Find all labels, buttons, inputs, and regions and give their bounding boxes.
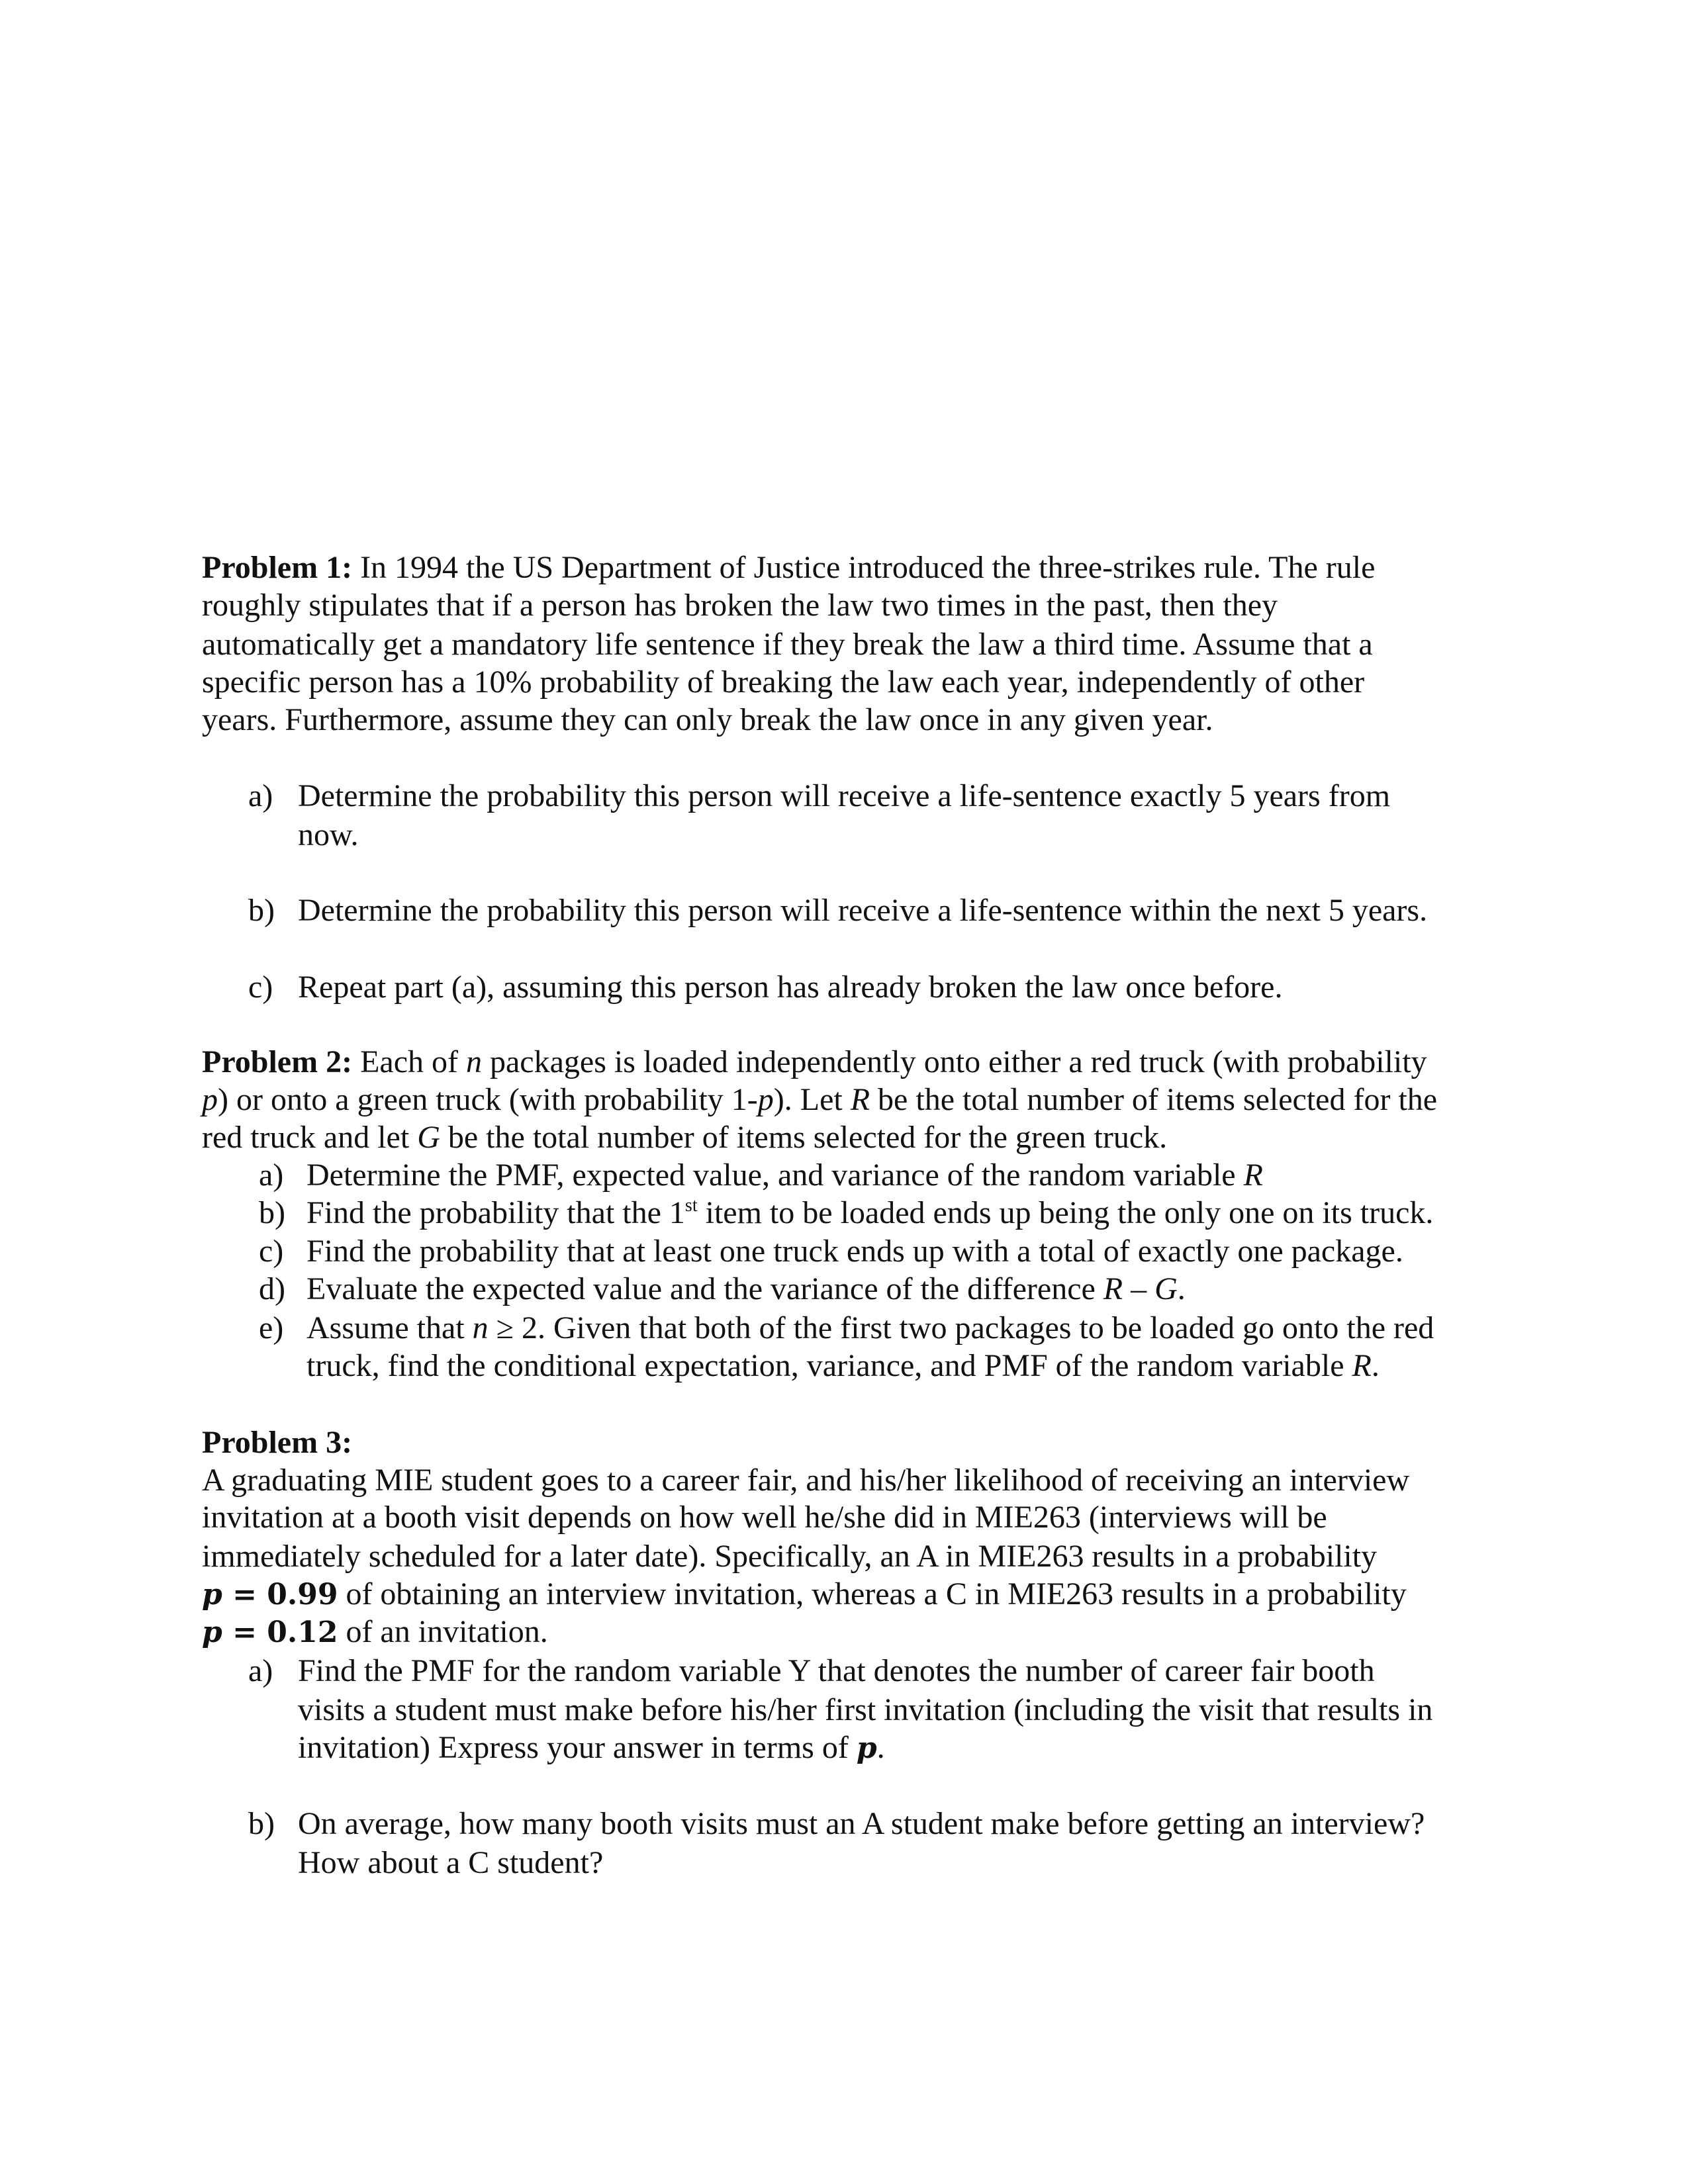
text-run: . [1177, 1271, 1186, 1306]
text-run: R [1103, 1271, 1123, 1306]
problem-2-part-line [306, 1269, 1186, 1309]
text-run: R [1352, 1348, 1372, 1383]
text-run: In 1994 the US Department of Justice introduced the three-strikes rule. The rule [352, 550, 1376, 585]
part-label: c) [259, 1234, 284, 1269]
part-label: a) [259, 1158, 284, 1193]
problem-2-part-line [306, 1232, 1403, 1271]
part-label: e) [259, 1310, 284, 1345]
part-label: a) [248, 1653, 273, 1688]
text-run: Determine the probability this person will receive a life-sentence within the next 5 years. [298, 893, 1428, 928]
text-run: red truck and let [202, 1120, 418, 1155]
text-run: R [1243, 1158, 1263, 1193]
problem-3-text-line [202, 1612, 548, 1652]
text-run: roughly stipulates that if a person has broken the law two times in the past, then they [202, 588, 1278, 623]
part-label: b) [248, 893, 275, 928]
text-run: = 0.12 [222, 1615, 338, 1649]
problem-1-text-line [202, 548, 1375, 588]
text-run: p [202, 1082, 218, 1117]
text-run: invitation at a booth visit depends on how well he/she did in MIE263 (interviews will be [202, 1500, 1327, 1535]
text-run: G [1154, 1271, 1178, 1306]
problem-2-part-line [306, 1346, 1380, 1386]
text-run: packages is loaded independently onto either a red truck (with probability [481, 1044, 1427, 1079]
text-run: n [465, 1044, 482, 1079]
problem-1-part-line [298, 968, 1282, 1007]
problem-3-text-line [202, 1423, 352, 1463]
text-run: Evaluate the expected value and the variance of the difference [306, 1271, 1103, 1306]
problem-2-part-line [306, 1193, 1433, 1233]
text-run: now. [298, 817, 359, 852]
problem-2-part-line [306, 1308, 1434, 1348]
text-run: Find the PMF for the random variable Y that denotes the number of career fair booth [298, 1653, 1375, 1688]
text-run: automatically get a mandatory life sentence if they break the law a third time. Assume that a [202, 627, 1373, 662]
text-run: of obtaining an interview invitation, whereas a C in MIE263 results in a probability [338, 1576, 1407, 1612]
problem-heading: Problem 2: [202, 1044, 353, 1079]
text-run: visits a student must make before his/her first invitation (including the visit that results in [298, 1692, 1433, 1727]
text-run: On average, how many booth visits must an A student make before getting an interview? [298, 1806, 1425, 1841]
part-label: a) [248, 778, 273, 813]
problem-3-part-line [298, 1651, 1375, 1691]
text-run: ≥ 2. Given that both of the first two packages to be loaded go onto the red [488, 1310, 1434, 1345]
text-run: Repeat part (a), assuming this person has already broken the law once before. [298, 970, 1283, 1005]
problem-1-text-line [202, 586, 1278, 625]
text-run: ) or onto a green truck (with probability 1- [218, 1082, 758, 1117]
text-run: G [417, 1120, 440, 1155]
problem-3-text-line [202, 1537, 1377, 1576]
text-run: invitation) Express your answer in terms of [298, 1730, 857, 1765]
problem-2-text-line [202, 1042, 1427, 1082]
text-run: st [684, 1195, 698, 1216]
problem-3-text-line [202, 1498, 1327, 1537]
part-label: b) [248, 1806, 275, 1841]
text-run: n [472, 1310, 489, 1345]
text-run: Determine the PMF, expected value, and variance of the random variable [306, 1158, 1244, 1193]
text-run: truck, find the conditional expectation, variance, and PMF of the random variable [306, 1348, 1352, 1383]
problem-1-text-line [202, 700, 1213, 740]
text-run: p [856, 1731, 877, 1765]
text-run: specific person has a 10% probability of breaking the law each year, independently of other [202, 664, 1365, 700]
text-run: How about a C student? [298, 1845, 604, 1880]
problem-2-text-line [202, 1080, 1437, 1120]
text-run: . [1371, 1348, 1380, 1383]
part-label: d) [259, 1271, 285, 1306]
text-run: ). Let [773, 1082, 851, 1117]
text-run: years. Furthermore, assume they can only break the law once in any given year. [202, 702, 1213, 737]
text-run: item to be loaded ends up being the only one on its truck. [697, 1195, 1434, 1230]
text-run: Assume that [306, 1310, 473, 1345]
problem-3-part-line [298, 1690, 1432, 1730]
problem-heading: Problem 1: [202, 550, 353, 585]
text-run: immediately scheduled for a later date). Specifically, an A in MIE263 results in a probability [202, 1539, 1378, 1574]
text-run: Find the probability that at least one truck ends up with a total of exactly one package. [306, 1234, 1403, 1269]
problem-3-text-line [202, 1574, 1407, 1614]
problem-heading: Problem 3: [202, 1425, 353, 1460]
text-run: of an invitation. [338, 1614, 548, 1649]
problem-1-part-line [298, 815, 359, 855]
text-run: p [202, 1578, 222, 1612]
text-run: p [757, 1082, 774, 1117]
text-run: R [850, 1082, 870, 1117]
problem-3-part-line [298, 1843, 603, 1883]
problem-1-text-line [202, 625, 1373, 664]
problem-3-part-line [298, 1804, 1425, 1844]
text-run: p [202, 1615, 222, 1649]
problem-2-part-line [306, 1156, 1263, 1195]
text-run: A graduating MIE student goes to a career fair, and his/her likelihood of receiving an interview [202, 1463, 1410, 1498]
problem-2-text-line [202, 1118, 1167, 1158]
part-label: c) [248, 970, 273, 1005]
part-label: b) [259, 1195, 285, 1230]
problem-1-part-line [298, 891, 1427, 931]
problem-1-part-line [298, 776, 1390, 816]
text-run: be the total number of items selected for the [870, 1082, 1438, 1117]
text-run: . [876, 1730, 885, 1765]
text-run: Each of [352, 1044, 466, 1079]
text-run: Determine the probability this person will receive a life-sentence exactly 5 years from [298, 778, 1391, 813]
problem-1-text-line [202, 662, 1364, 702]
text-run: Find the probability that the 1 [306, 1195, 685, 1230]
text-run: = 0.99 [222, 1578, 338, 1612]
problem-3-part-line [298, 1728, 885, 1768]
text-run: be the total number of items selected for the green truck. [440, 1120, 1168, 1155]
problem-3-text-line [202, 1461, 1409, 1500]
text-run: – [1123, 1271, 1155, 1306]
